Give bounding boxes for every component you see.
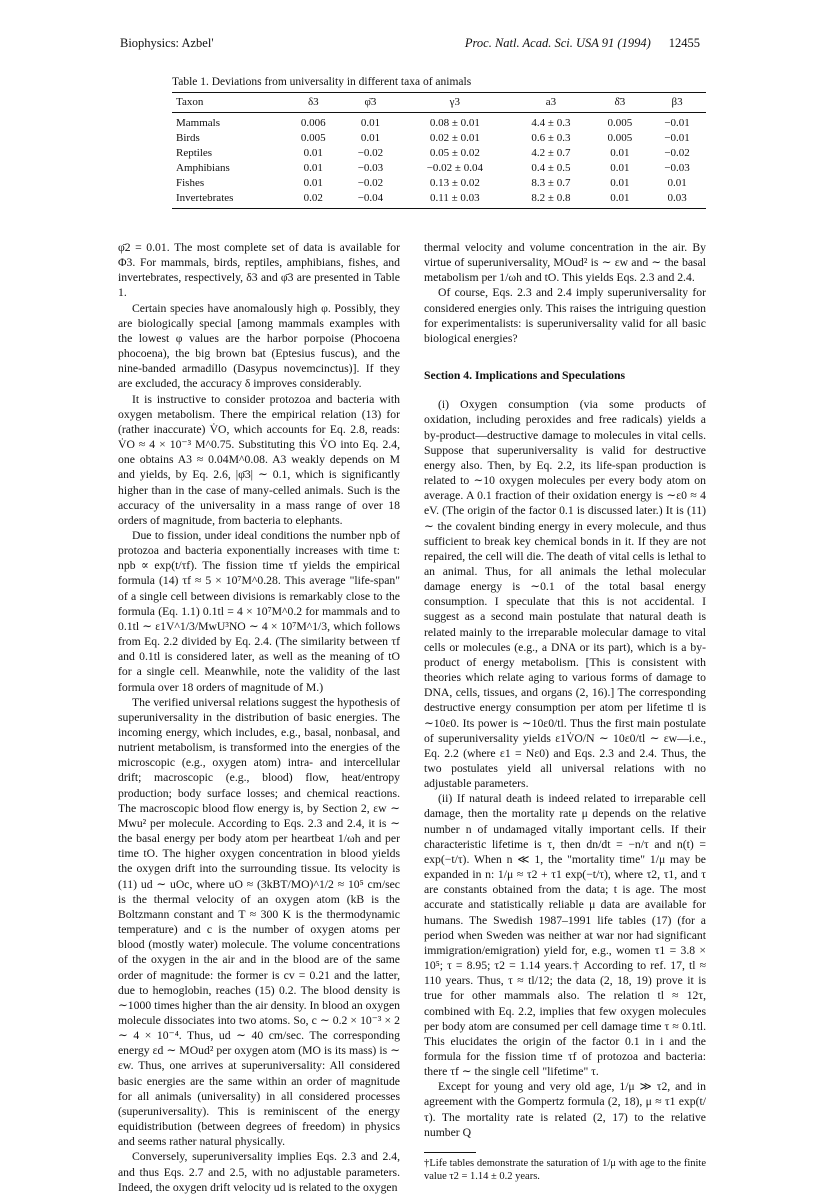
table-row [172, 191, 706, 209]
table-cell: 8.3 ± 0.7 [531, 177, 571, 189]
col-header: φ̄3 [342, 93, 400, 113]
footnote-rule [424, 1152, 476, 1153]
header-author: Biophysics: Azbel' [120, 36, 214, 50]
col-header: δ̄3 [592, 93, 649, 113]
table-cell: −0.02 [357, 177, 384, 189]
table-cell: −0.02 [664, 147, 690, 159]
col-header: γ3 [399, 93, 510, 113]
table-cell: −0.03 [357, 162, 384, 174]
table-cell: Invertebrates [172, 191, 285, 209]
table-cell: −0.02 [357, 147, 384, 159]
col-header: Taxon [172, 93, 285, 113]
footnote: †Life tables demonstrate the saturation of 1/μ with age to the finite value τ2 = 1.14 ± 0.2 years. [424, 1157, 706, 1182]
table-cell: 0.02 ± 0.01 [429, 132, 480, 144]
table-cell: Reptiles [176, 147, 213, 159]
paragraph: (ii) If natural death is indeed related to irreparable cell damage, then the mortality rate μ depends on the relative number n of undamaged vitally important cells. If their characteristic lifetime is τ, then dn/dt = −n/τ and n(t) = exp(−t/τ). When n ≪ 1, the "mortality time" 1/μ may be expanded in n: 1/μ ≈ τ2 + τ1 exp(−t/τ), where τ2, τ1, and τ are constants obtained from the data; t is age. The most accurate and statistically reliable μ data are available for humans. The Swedish 1987–1991 life tables (17) (for a period when Sweden was neither at war nor had significant immigration/emigration) yield for, e.g., women τ1 = 3.8 × 10⁵; τ = 8.95; τ2 = 1.14 years.† According to ref. 17, tl ≈ 110 years. Thus, τ ≈ tl/12; the data (2, 18, 19) prove it is true for other mammals also. The relation tl ≈ 12τ, combined with Eq. 2.2, implies that few oxygen molecules per body atom are consumed per cell damage time τ ≈ 0.1tl. This elucidates the origin of the factor 0.1 in i and the formula for the fission time τf of protozoa and bacteria: there τf ∼ the single cell "lifetime" τ. [424, 792, 706, 1079]
paragraph: thermal velocity and volume concentration in the air. By virtue of superuniversality, MOud² is ∼ εw and ∼ the basal metabolism per 1/ωh and tO. This yields Eqs. 2.3 and 2.4. [424, 241, 706, 285]
paragraph: Of course, Eqs. 2.3 and 2.4 imply superuniversality for considered energies only. This raises the intriguing question for experimentalists: is superuniversality valid for all basic biological energies? [424, 286, 706, 345]
table-cell: −0.02 ± 0.04 [426, 162, 483, 174]
table-cell: Mammals [176, 117, 220, 129]
table-cell: 8.2 ± 0.8 [510, 191, 591, 209]
table-cell: 0.005 [607, 117, 633, 129]
table-cell: 0.02 [285, 191, 342, 209]
col-header: a3 [510, 93, 591, 113]
table-cell: 0.4 ± 0.5 [531, 162, 571, 174]
running-header [120, 36, 700, 52]
table-cell: 0.01 [360, 132, 381, 144]
table-header-row [172, 93, 706, 113]
table-cell: 0.11 ± 0.03 [399, 191, 510, 209]
table-cell: Amphibians [176, 162, 230, 174]
table-cell: Fishes [176, 177, 205, 189]
table-cell: 0.05 ± 0.02 [429, 147, 480, 159]
table-cell: 0.005 [300, 132, 326, 144]
table-row [172, 176, 706, 191]
table-cell: 0.03 [648, 191, 706, 209]
table-cell: 0.01 [610, 162, 630, 174]
table-cell: 0.005 [607, 132, 633, 144]
table-cell: −0.04 [342, 191, 400, 209]
section-heading: Section 4. Implications and Speculations [424, 369, 625, 383]
table-1 [172, 92, 706, 209]
table-cell: −0.01 [664, 132, 690, 144]
page-number: 12455 [668, 36, 700, 50]
paragraph: φ̄2 = 0.01. The most complete set of data is available for Φ3. For mammals, birds, reptiles, amphibians, fishes, and invertebrates, respectively, δ3 and φ̄3 are presented in Table 1. [118, 241, 400, 300]
paragraph: It is instructive to consider protozoa and bacteria with oxygen metabolism. There the empirical relation (13) for (rather inaccurate) V̇O, which accounts for Eq. 2.8, reads: V̇O ≈ 4 × 10⁻³ M^0.75. Substituting this V̇O into Eq. 2.4, one obtains A3 ≈ 0.04M^0.08. A3 weakly depends on M and yields, by Eq. 2.6, |φ̄3| ∼ 0.1, which is significantly higher than in the case of many-celled animals. Such is the accuracy of the universality in a mass range of over 18 orders of magnitude, from bacteria to elephants. [118, 392, 400, 527]
table-row [172, 146, 706, 161]
table-cell: 0.6 ± 0.3 [531, 132, 571, 144]
paragraph: Conversely, superuniversality implies Eqs. 2.3 and 2.4, and thus Eqs. 2.7 and 2.5, with no adjustable parameters. Indeed, the oxygen drift velocity ud is related to the oxygen [118, 1150, 400, 1194]
table-cell: 0.01 [592, 191, 649, 209]
table-cell: 0.01 [610, 147, 630, 159]
table-cell: −0.03 [664, 162, 690, 174]
left-column [118, 240, 400, 1195]
table-row [172, 113, 706, 132]
table-row [172, 161, 706, 176]
col-header: δ3 [285, 93, 342, 113]
table-cell: 0.006 [300, 117, 326, 129]
paragraph: Due to fission, under ideal conditions the number npb of protozoa and bacteria exponentially increases with time t: npb ∝ exp(t/τf). The fission time τf yields the empirical formula (14) τf ≈ 5 × 10⁷M^0.28. This average "life-span" of a single cell between divisions is remarkably close to the formula (Eq. 1.1) 0.1tl = 4 × 10⁷M^0.2 for mammals and to 0.1tl ∼ ε1V^1/3/MwU³NO ∼ 4 × 10⁷M^1/3, which follows from Eq. 2.2 divided by Eq. 2.4. (The similarity between τf and 0.1tl is considered later, as well as the meaning of tO for a single cell. Meanwhile, note the validity of the last formula over 18 orders of magnitude of M.) [118, 528, 400, 694]
table-cell: 0.01 [360, 117, 381, 129]
table-cell: 4.2 ± 0.7 [531, 147, 571, 159]
table-row [172, 131, 706, 146]
table-cell: 0.01 [610, 177, 630, 189]
paragraph: Except for young and very old age, 1/μ ≫ τ2, and in agreement with the Gompertz formula (2, 18), μ ≈ τ1 exp(t/τ). The mortality rate is related (2, 17) to the relative number Q [424, 1080, 706, 1139]
header-journal: Proc. Natl. Acad. Sci. USA 91 (1994) 12455 [464, 36, 700, 50]
table-cell: −0.01 [664, 117, 690, 129]
table-caption: Table 1. Deviations from universality in different taxa of animals [172, 76, 472, 88]
paragraph: Certain species have anomalously high φ. Possibly, they are biologically special [among mammals examples with the lowest φ values are the harbor porpoise (Phocoena phocoena), the big brown bat (Eptesius fuscus), and the nine-banded armadillo (Dasypus novemcinctus)]. If they are excluded, the accuracy δ improves considerably. [118, 301, 400, 391]
paragraph: The verified universal relations suggest the hypothesis of superuniversality in the distribution of basic energies. The incoming energy, which includes, e.g., basal, nonbasal, and nutrient metabolism, is transformed into the energies of the microscopic (e.g., oxygen atom) intra- and intercellular drift; macroscopic (e.g., blood) flow, heat/entropy production; body surface losses; and chemical reactions. The macroscopic blood flow energy is, by Section 2, εw ∼ Mwu² per molecule. According to Eqs. 2.3 and 2.4, it is ∼ the basal energy per body atom per heartbeat 1/ωh and per time tO. The higher oxygen concentration in blood yields the oxygen drift into the surrounding tissue. Its velocity is (11) ud ∼ uOc, where uO ≈ (3kBT/MO)^1/2 ≈ 10⁵ cm/sec is the thermal velocity of an oxygen atom (kB is the Boltzmann constant and T ≈ 300 K is the thermodynamic temperature) and c is the number of oxygen atoms per blood (mostly water) molecule. The volume concentrations of the oxygen in the air and in the blood are of the same order of magnitude: the former is cv = 0.21 and the latter, due to hemoglobin, reaches (15) 0.2. The blood density is ∼1000 times higher than the air density. In blood an oxygen molecule dissociates into two atoms. So, c ∼ 0.2 × 10⁻³ × 2 ∼ 4 × 10⁻⁴. Thus, ud ∼ 40 cm/sec. The corresponding energy εd ∼ MOud² per oxygen atom (MO is its mass) is ∼ εw. Thus, one arrives at superuniversality: All considered basic energies are the same within an order of magnitude for all animals (universality) in all considered processes (superuniversality). This is reminiscent of the energy equidistribution (between degrees of freedom) in physics and seems rather natural physically. [118, 695, 401, 1149]
right-column [424, 240, 706, 1183]
table-cell: Birds [176, 132, 200, 144]
table-cell: 0.08 ± 0.01 [429, 117, 480, 129]
paragraph: (i) Oxygen consumption (via some products of oxidation, including peroxides and free radicals) yields a by-product—destructive damage to molecules in vital cells. Suppose that superuniversality is valid for destructive energy also. Then, by Eq. 2.2, its life-span production is related to ∼10 oxygen molecules per every body atom on average. A 0.1 fraction of their oxidation energy is ∼ε0 ≈ 4 eV. (The origin of the factor 0.1 is discussed later.) It is (11) ∼ the covalent binding energy in every molecule, and thus sufficient to break key chemical bonds in it. If they are not repaired, the cell will die. The death of vital cells is lethal to an animal. Thus, for all animals the lethal molecular damage energy is ∼0.1 of the total basal energy consumption. I speculate that this is not accidental. I suggest as a second main postulate that natural death is related mainly to the irreparable molecular damage to vital cells or molecules (e.g., a DNA or its part), which is a by-product of energy metabolism. [This is consistent with theories which relate aging to various forms of damage to DNA, cells, tissues, and organs (2, 16).] The corresponding destructive energy consumption per atom per lifetime tl is ∼10ε0. Its power is ∼10ε0/tl. Thus the first main postulate of superuniversality yields ε1V̇O/N ∼ 10ε0/tl ∼ εw—i.e., Eq. 2.2 (where ε1 = Nε0) and Eqs. 2.3 and 2.4. Thus, the two postulates yield all universal relations with no adjustable parameters. [424, 398, 706, 791]
table-cell: 0.01 [667, 177, 687, 189]
table-cell: 0.13 ± 0.02 [429, 177, 480, 189]
table-cell: 0.01 [303, 177, 323, 189]
table-cell: 4.4 ± 0.3 [531, 117, 571, 129]
table-cell: 0.01 [303, 162, 323, 174]
col-header: β3 [648, 93, 706, 113]
table-cell: 0.01 [303, 147, 323, 159]
